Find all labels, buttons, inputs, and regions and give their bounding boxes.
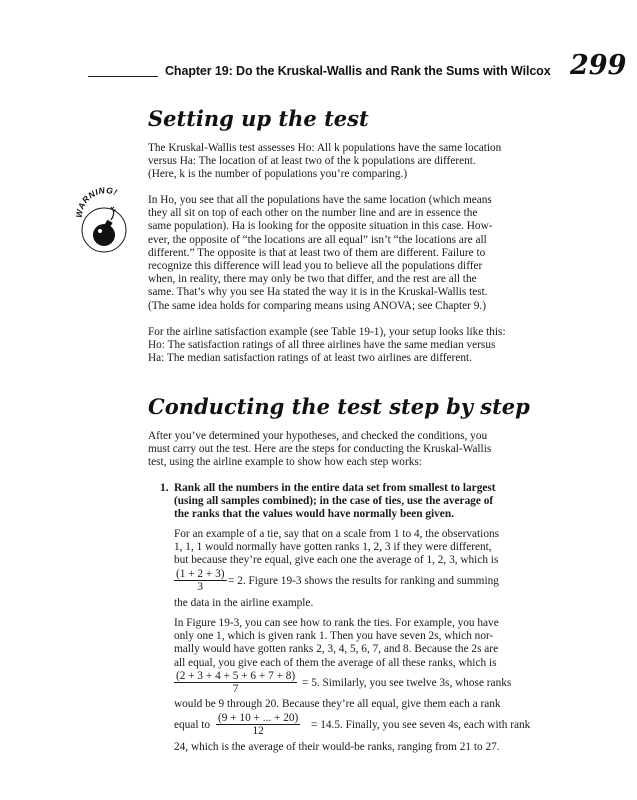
- fraction-numerator: (2 + 3 + 4 + 5 + 6 + 7 + 8): [176, 670, 296, 682]
- text-line: must carry out the test. Here are the steps for conducting the Kruskal-Wallis: [148, 443, 492, 456]
- text-line: the ranks that the values would have normally been given.: [174, 508, 454, 521]
- text-line: when, in reality, there may only be two that differ, and the rest are all the: [148, 273, 477, 286]
- text-line: (using all samples combined); in the case of ties, use the average of: [174, 495, 494, 508]
- text-line: Ha: The median satisfaction ratings of at least two airlines are different.: [148, 352, 472, 365]
- setup-paragraph-2: [148, 194, 556, 313]
- warning-label: ARNING!: [76, 186, 120, 211]
- section-heading-setup: Setting up the test: [148, 106, 369, 131]
- text-line: (Here, k is the number of populations you’re comparing.): [148, 168, 408, 181]
- text-line: 1, 1, 1 would normally have gotten ranks 1, 2, 3 if they were different,: [174, 541, 492, 554]
- text-line: Rank all the numbers in the entire data set from smallest to largest: [174, 482, 496, 494]
- fraction-3-continuation: = 14.5. Finally, you see seven 4s, each with rank: [311, 719, 531, 731]
- text-line: recognize this difference will lead you to believe all the populations differ: [148, 260, 483, 273]
- warning-icon: [76, 186, 132, 256]
- text-line: they all sit on top of each other on the number line and are in essence the: [148, 207, 478, 220]
- text-line: ever, the opposite of “the locations are all equal” isn’t “the locations are all: [148, 233, 487, 246]
- page-number: 299: [570, 50, 627, 81]
- text-line: but because they’re equal, give each one the average of 1, 2, 3, which is: [174, 554, 499, 567]
- text-line: different.” The opposite is that at least two of them are different. Failure to: [148, 246, 486, 259]
- fraction-denominator: 7: [232, 683, 239, 695]
- text-line: For an example of a tie, say that on a scale from 1 to 4, the observations: [174, 528, 500, 540]
- fraction-1-continuation: = 2. Figure 19-3 shows the results for ranking and summing: [228, 575, 499, 587]
- setup-paragraph-1: [148, 142, 556, 182]
- fraction-3: [216, 712, 300, 737]
- fraction-numerator: (9 + 10 + ... + 20): [218, 712, 299, 724]
- text-line: (The same idea holds for comparing means using ANOVA; see Chapter 9.): [148, 299, 486, 312]
- text-line: versus Ha: The location of at least two of the k populations are different.: [148, 155, 476, 168]
- bomb-icon: [76, 186, 132, 256]
- text-line: same population). Ha is looking for the opposite situation in this case. How-: [148, 220, 493, 233]
- text-line: the data in the airline example.: [174, 597, 314, 609]
- fraction-denominator: 12: [252, 725, 264, 737]
- text-line: Ho: The satisfaction ratings of all three airlines have the same median versus: [148, 339, 496, 352]
- header-rule: [88, 76, 158, 77]
- text-line: For the airline satisfaction example (see Table 19-1), your setup looks like this:: [148, 326, 506, 338]
- text-line: equal to: [174, 719, 211, 731]
- figure-ranking-paragraph: [174, 617, 556, 670]
- step-number: 1.: [160, 482, 169, 494]
- fraction-denominator: 3: [197, 581, 204, 593]
- fraction-2: [174, 670, 297, 695]
- step-1-instruction: [174, 482, 556, 522]
- fraction-1: [174, 568, 227, 593]
- conducting-intro: [148, 430, 556, 470]
- tie-example-paragraph: [174, 528, 556, 568]
- section-heading-conducting: Conducting the test step by step: [148, 394, 530, 419]
- text-line: In Ho, you see that all the populations have the same location (which means: [148, 194, 492, 206]
- text-line: only one 1, which is given rank 1. Then you have seven 2s, which nor-: [174, 630, 494, 643]
- text-line: test, using the airline example to show how each step works:: [148, 456, 422, 469]
- text-line: same. That’s why you see Ha stated the way it is in the Kruskal-Wallis test.: [148, 286, 488, 299]
- fraction-numerator: (1 + 2 + 3): [176, 568, 225, 580]
- fraction-2-continuation: = 5. Similarly, you see twelve 3s, whose ranks: [302, 677, 512, 689]
- running-header: Chapter 19: Do the Kruskal-Wallis and Rank the Sums with Wilcox: [165, 64, 551, 78]
- text-line: The Kruskal-Wallis test assesses Ho: All k populations have the same location: [148, 142, 502, 154]
- text-line: all equal, you give each of them the average of all these ranks, which is: [174, 656, 497, 669]
- text-line: 24, which is the average of their would-be ranks, ranging from 21 to 27.: [174, 741, 500, 753]
- text-line: After you’ve determined your hypotheses, and checked the conditions, you: [148, 430, 488, 442]
- text-line: would be 9 through 20. Because they’re all equal, give them each a rank: [174, 698, 501, 710]
- text-line: In Figure 19-3, you can see how to rank the ties. For example, you have: [174, 617, 499, 629]
- text-line: mally would have gotten ranks 2, 3, 4, 5, 6, 7, and 8. Because the 2s are: [174, 643, 499, 656]
- setup-paragraph-3: [148, 326, 556, 366]
